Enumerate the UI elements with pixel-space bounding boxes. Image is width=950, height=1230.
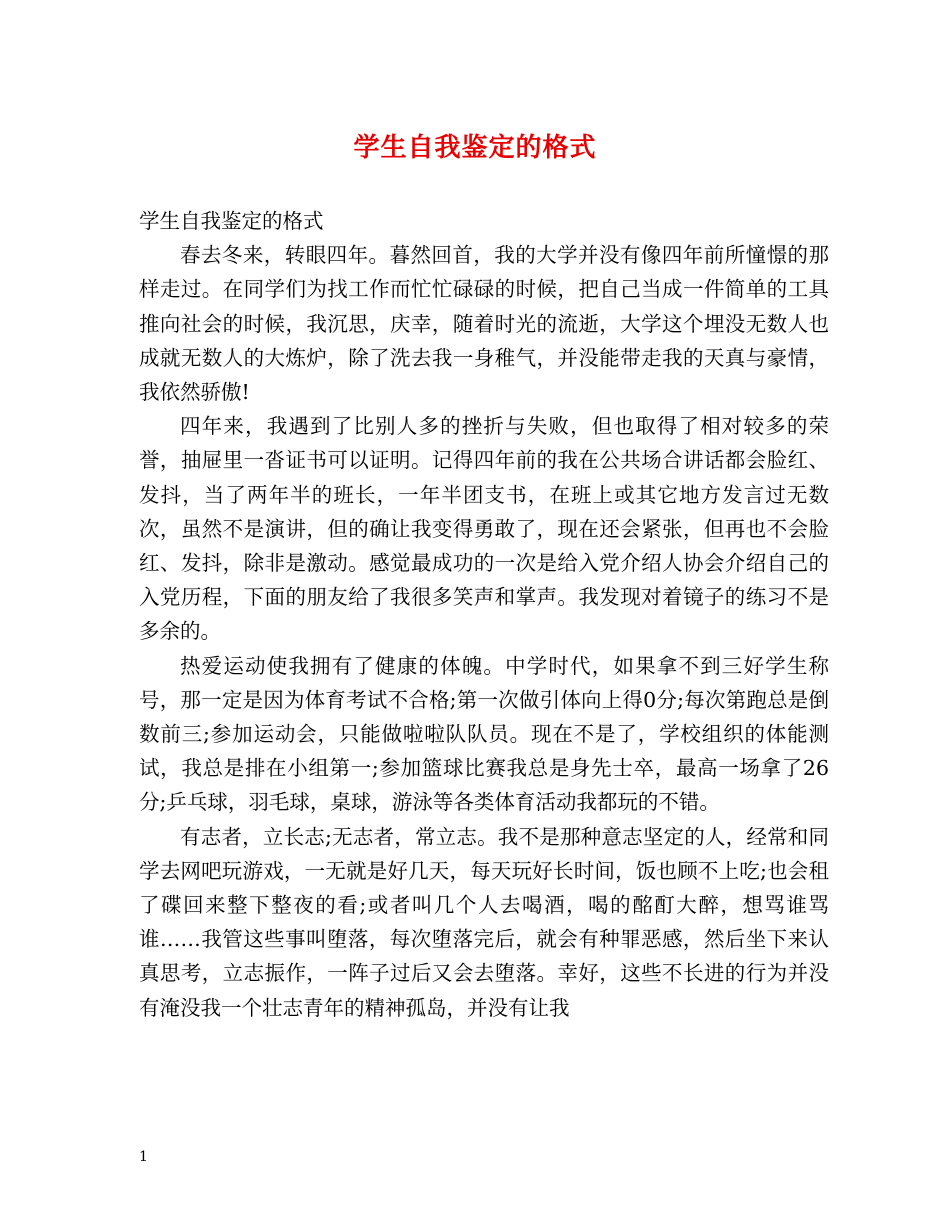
paragraph: 热爱运动使我拥有了健康的体魄。中学时代，如果拿不到三好学生称号，那一定是因为体育考试不合格;第一次做引体向上得0分;每次第跑总是倒数前三;参加运动会，只能做啦啦队队员。现在不是了，学校组织的体能测试，我总是排在小组第一;参加篮球比赛我总是身先士卒，最高一场拿了26分;乒乓球，羽毛球，桌球，游泳等各类体育活动我都玩的不错。: [139, 653, 829, 815]
document-title: 学生自我鉴定的格式: [353, 133, 597, 163]
page-number: 1: [139, 1149, 148, 1165]
paragraph: 春去冬来，转眼四年。暮然回首，我的大学并没有像四年前所憧憬的那样走过。在同学们为找工作而忙忙碌碌的时候，把自己当成一件简单的工具推向社会的时候，我沉思，庆幸，随着时光的流逝，大学这个埋没无数人也成就无数人的大炼炉，除了洗去我一身稚气，并没能带走我的天真与豪情，我依然骄傲!: [139, 243, 829, 405]
document-body: [139, 204, 829, 1025]
document-subtitle: 学生自我鉴定的格式: [139, 209, 324, 233]
paragraph: 四年来，我遇到了比别人多的挫折与失败，但也取得了相对较多的荣誉，抽屉里一沓证书可以证明。记得四年前的我在公共场合讲话都会脸红、发抖，当了两年半的班长，一年半团支书，在班上或其它地方发言过无数次，虽然不是演讲，但的确让我变得勇敢了，现在还会紧张，但再也不会脸红、发抖，除非是激动。感觉最成功的一次是给入党介绍人协会介绍自己的入党历程，下面的朋友给了我很多笑声和掌声。我发现对着镜子的练习不是多余的。: [139, 414, 829, 644]
paragraph: 有志者，立长志;无志者，常立志。我不是那种意志坚定的人，经常和同学去网吧玩游戏，一无就是好几天，每天玩好长时间，饭也顾不上吃;也会租了碟回来整下整夜的看;或者叫几个人去喝酒，喝的酩酊大醉，想骂谁骂谁……我管这些事叫堕落，每次堕落完后，就会有种罪恶感，然后坐下来认真思考，立志振作，一阵子过后又会去堕落。幸好，这些不长进的行为并没有淹没我一个壮志青年的精神孤岛，并没有让我: [139, 824, 829, 1020]
